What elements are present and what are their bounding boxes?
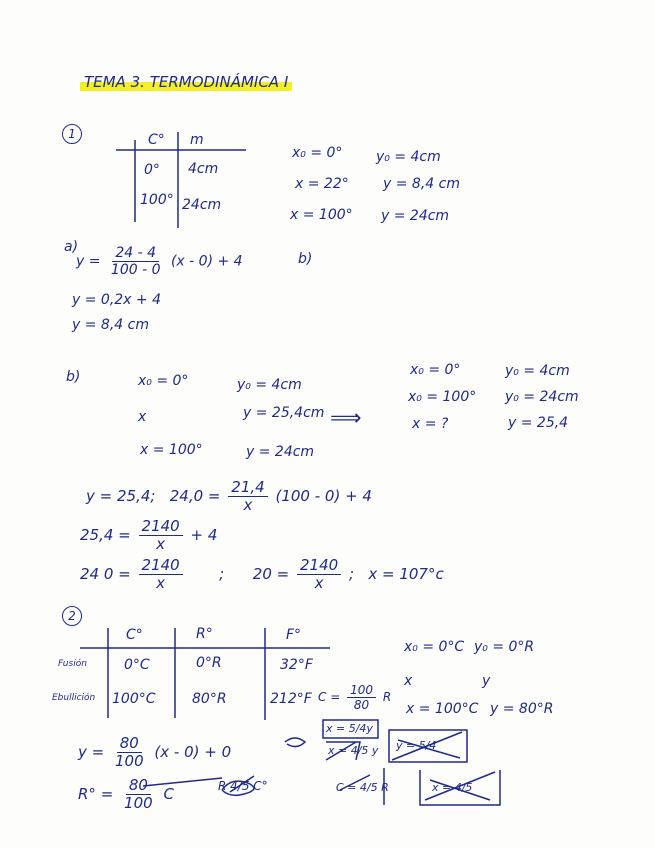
ex1-eq3-num2: 2140 <box>297 558 341 575</box>
ex2-r-eq-num: 80 <box>126 778 151 795</box>
ex2-y-eq-den: 100 <box>115 752 144 770</box>
ex2-r-scribble: R 4/5 C° <box>218 779 268 793</box>
ex2-y80: y = 80°R <box>490 701 554 717</box>
scratch-3: C = 4/5 R <box>336 781 389 794</box>
ex1-eq3-sep: ; <box>219 565 225 583</box>
ex1-a-line3: y = 8,4 cm <box>72 317 149 333</box>
table1-header-c: C° <box>148 132 165 148</box>
ex1-b-y: y = 25,4cm <box>243 405 325 421</box>
table2-header-r: R° <box>196 626 213 642</box>
table1-r1c2: 4cm <box>188 161 219 177</box>
scratch-1: x = 4/5 y <box>328 744 379 757</box>
ex1-a-den: 100 - 0 <box>110 262 161 278</box>
ex2-r-equation <box>78 778 174 811</box>
ex1-eq3-result: x = 107°c <box>368 565 444 583</box>
ex1-eq1-left: y = 25,4; <box>86 487 156 505</box>
ex1-br-x100: x₀ = 100° <box>408 389 477 405</box>
ex1-eq3-mid: 20 = <box>252 565 290 583</box>
ex1-a-tail: (x - 0) + 4 <box>170 253 243 270</box>
ex1-eq2-den: x <box>156 535 166 553</box>
ex1-x0: x₀ = 0° <box>292 145 343 161</box>
ex2-y: y <box>482 673 491 689</box>
scratch-4: x = 4/5 <box>432 781 473 794</box>
ex1-eq3-num: 2140 <box>139 558 183 575</box>
ex2-x0: x₀ = 0°C <box>404 639 465 655</box>
table2-r1c1: 0°C <box>124 657 150 673</box>
ex1-eq3-den2: x <box>314 574 324 592</box>
ex1-eq3 <box>80 558 444 591</box>
ex2-y-eq-num: 80 <box>117 736 142 753</box>
ex1-b-label: b) <box>66 369 81 385</box>
ex2-y-eq-left: y = <box>78 743 105 761</box>
ex1-eq2-tail: + 4 <box>190 526 218 544</box>
table2-header-f: F° <box>286 627 302 643</box>
ex1-b-y24: y = 24cm <box>246 444 315 460</box>
ex2-y0: y₀ = 0°R <box>474 639 535 655</box>
ex1-eq1-den: x <box>243 496 253 514</box>
table2-r1c2: 0°R <box>196 655 222 671</box>
ex1-x100: x = 100° <box>290 207 353 223</box>
c-eq-left: C = <box>318 690 341 704</box>
ex1-eq2-num: 2140 <box>139 519 183 536</box>
ex1-eq3-den: x <box>156 574 166 592</box>
ex1-eq1-mid: 24,0 = <box>169 487 221 505</box>
table2-row2-label: Ebullición <box>52 693 96 703</box>
ex1-a-line2: y = 0,2x + 4 <box>72 292 162 308</box>
ex1-b-x: x <box>138 409 147 425</box>
ex1-y0: y₀ = 4cm <box>376 149 441 165</box>
ex1-br-x0: x₀ = 0° <box>410 362 461 378</box>
table2-header-c: C° <box>126 627 143 643</box>
ex1-eq3-left: 24 0 = <box>80 565 131 583</box>
boxed-x-equation: x = 5/4y <box>326 722 373 735</box>
c-eq-num: 100 <box>347 684 376 698</box>
exercise-2-number: 2 <box>62 606 82 626</box>
ex2-r-eq-tail: C <box>163 785 174 803</box>
ex2-x: x <box>404 673 413 689</box>
ex1-a-equation <box>76 246 243 277</box>
ex2-y-equation <box>78 736 231 769</box>
c-eq-den: 80 <box>353 698 370 712</box>
ex2-r-eq-den: 100 <box>124 794 153 812</box>
ex1-x22: x = 22° <box>295 176 349 192</box>
ex1-eq1 <box>86 480 372 513</box>
ex1-b-x100: x = 100° <box>140 442 203 458</box>
ex1-y24: y = 24cm <box>381 208 450 224</box>
table1-r2c1: 100° <box>140 192 174 208</box>
table2-r1c3: 32°F <box>280 657 313 673</box>
ex1-eq2-left: 25,4 = <box>80 526 131 544</box>
c-equation <box>318 684 391 711</box>
ex1-a-y: y = <box>76 253 101 270</box>
implies-arrow: ⟹ <box>330 406 362 431</box>
table2-r2c3: 212°F <box>270 691 312 707</box>
ex1-b-y0: y₀ = 4cm <box>237 377 302 393</box>
ex1-eq3-sep2: ; <box>348 565 355 583</box>
ex1-y84: y = 8,4 cm <box>383 176 460 192</box>
ex1-br-y254: y = 25,4 <box>508 415 569 431</box>
ex1-b-x0: x₀ = 0° <box>138 373 189 389</box>
scratch-2: y = 5/4 <box>396 739 437 752</box>
table2-r2c1: 100°C <box>112 691 156 707</box>
ex1-br-y0: y₀ = 4cm <box>505 363 570 379</box>
ex1-b-label-top: b) <box>298 251 313 267</box>
c-eq-tail: R <box>382 690 392 704</box>
page-title: TEMA 3. TERMODINÁMICA I <box>80 73 292 91</box>
table2-row1-label: Fusión <box>58 659 87 669</box>
ex1-a-num: 24 - 4 <box>112 246 159 262</box>
ex2-r-eq-left: R° = <box>78 785 114 803</box>
table1-r2c2: 24cm <box>182 197 222 213</box>
ex2-y-eq-tail: (x - 0) + 0 <box>154 743 232 761</box>
ex1-eq2 <box>80 519 217 552</box>
ex1-br-y24: y₀ = 24cm <box>505 389 579 405</box>
exercise-1-number: 1 <box>62 124 82 144</box>
ex2-x100: x = 100°C <box>406 701 479 717</box>
ex1-a-label: a) <box>64 239 79 255</box>
table2-r2c2: 80°R <box>192 691 227 707</box>
ex1-eq1-tail: (100 - 0) + 4 <box>275 487 372 505</box>
table1-r1c1: 0° <box>144 162 160 178</box>
ex1-br-xq: x = ? <box>412 416 449 432</box>
ex1-eq1-num: 21,4 <box>228 480 267 497</box>
table1-header-m: m <box>190 132 204 148</box>
